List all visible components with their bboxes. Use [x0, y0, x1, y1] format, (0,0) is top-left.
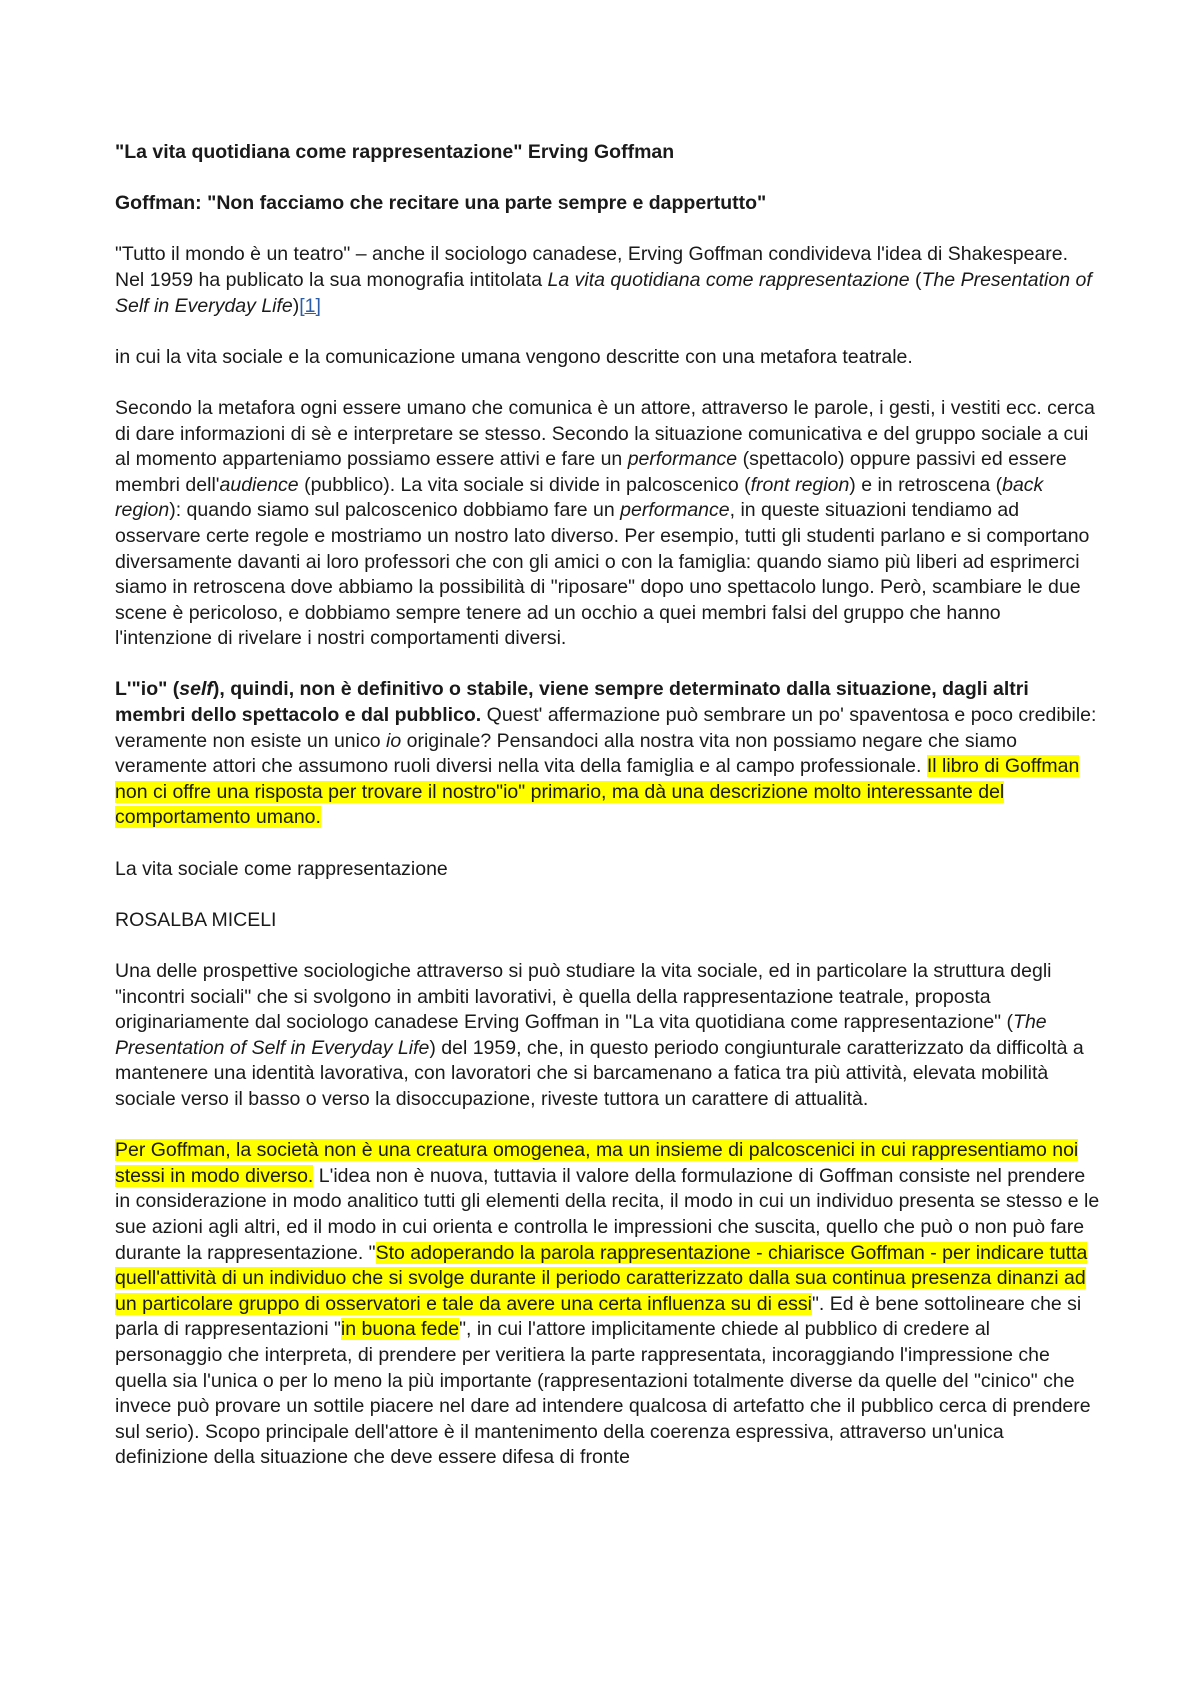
section-heading: La vita sociale come rappresentazione: [115, 857, 448, 880]
io-bold-1: L'"io" (: [115, 678, 180, 701]
per-text-2: ". Ed è bene sottolineare che si parla di rappresentazioni ": [115, 1292, 1082, 1341]
secondo-paragraph: [115, 396, 1100, 652]
secondo-text-4: ) e in retroscena (: [849, 473, 1003, 496]
per-highlight-2: Sto adoperando la parola rappresentazione - chiarisce Goffman - per indicare tutta quell'attività di un individuo che si svolge durante il periodo caratterizzato dalla sua continua presenza dinanzi ad un particolare gruppo di osservatori e tale da avere una certa influenza su di essi: [115, 1241, 1088, 1315]
document-title: "La vita quotidiana come rappresentazione" Erving Goffman: [115, 141, 675, 163]
per-text-1: L'idea non è nuova, tuttavia il valore della formulazione di Goffman consiste nel prendere in considerazione in modo analitico tutti gli elementi della recita, il modo in cui un individuo presenta se stesso e le sue azioni agli altri, ed il modo in cui orienta e controlla le impressioni che suscita, quello che può o non può fare durante la rappresentazione. ": [115, 1164, 1100, 1264]
secondo-text-5: ): quando siamo sul palcoscenico dobbiamo fare un: [169, 499, 621, 522]
una-italic-title: The Presentation of Self in Everyday Life: [115, 1011, 1047, 1059]
secondo-italic-back-region: back region: [115, 473, 1044, 522]
secondo-italic-performance: performance: [627, 448, 738, 471]
io-highlight: Il libro di Goffman non ci offre una risposta per trovare il nostro"io" primario, ma dà una descrizione molto interessante del comportamento umano.: [115, 755, 1080, 829]
io-text-1: Quest' affermazione può sembrare un po' spaventosa e poco credibile: veramente non esiste un unico: [115, 704, 1097, 752]
una-text-1: Una delle prospettive sociologiche attraverso si può studiare la vita sociale, ed in particolare la struttura degli "incontri sociali" che si svolgono in ambiti lavorativi, è quella della rappresentazione teatrale, proposta originariamente dal sociologo canadese Erving Goffman in "La vita quotidiana come rappresentazione" (: [115, 960, 1052, 1034]
author-name: ROSALBA MICELI: [115, 908, 277, 931]
io-italic-io: io: [386, 729, 402, 752]
secondo-text-6: , in queste situazioni tendiamo ad osservare certe regole e mostriamo un nostro lato diverso. Per esempio, tutti gli studenti parlano e si comportano diversamente davanti ai loro professori che con gli amici o con la famiglia: quando siamo più liberi ad esprimerci siamo in retroscena dove abbiamo la possibilità di "riposare" dopo uno spettacolo lungo. Però, scambiare le due scene è pericoloso, e dobbiamo sempre tenere ad un occhio a quei membri falsi del gruppo che hanno l'intenzione di rivelare i nostri comportamenti diversi.: [115, 499, 1090, 650]
document-subtitle: Goffman: "Non facciamo che recitare una parte sempre e dappertutto": [115, 192, 767, 215]
document-page: [115, 140, 1100, 1496]
per-highlight-3: in buona fede: [340, 1318, 460, 1341]
secondo-italic-performance-2: performance: [620, 499, 730, 522]
intro-text-2: (: [909, 268, 922, 291]
footnote-link[interactable]: [1]: [299, 294, 321, 317]
io-text-2: originale? Pensandoci alla nostra vita non possiamo negare che siamo veramente attori che assumono ruoli diversi nella vita della famiglia e al campo professionale.: [115, 729, 1017, 778]
intro-book-title-italian: La vita quotidiana come rappresentazione: [547, 268, 910, 291]
per-paragraph: [115, 1138, 1100, 1471]
secondo-text-1: Secondo la metafora ogni essere umano che comunica è un attore, attraverso le parole, i gesti, i vestiti ecc. cerca di dare informazioni di sè e interpretare se stesso. Secondo la situazione comunicativa e del gruppo sociale a cui al momento apparteniamo possiamo essere attivi e fare un: [115, 396, 1095, 471]
secondo-text-2: (spettacolo) oppure passivi ed essere membri dell': [115, 448, 1067, 496]
secondo-italic-audience: audience: [219, 473, 299, 496]
secondo-italic-front-region: front region: [750, 473, 850, 496]
io-paragraph: [115, 677, 1100, 831]
intro-paragraph: [115, 242, 1100, 319]
per-text-3: ", in cui l'attore implicitamente chiede al pubblico di credere al personaggio che interpreta, di prendere per veritiera la parte rappresentata, incoraggiando l'impressione che quella sia l'unica o per lo meno la più importante (rappresentazioni totalmente diverse da quelle del "cinico" che invece può provare un sottile piacere nel dare ad intendere qualcosa di artefatto che il pubblico cerca di prendere sul serio). Scopo principale dell'attore è il mantenimento della coerenza espressiva, attraverso un'unica definizione della situazione che deve essere difesa di fronte: [115, 1318, 1091, 1469]
metafora-paragraph: in cui la vita sociale e la comunicazione umana vengono descritte con una metafora teatrale.: [115, 345, 913, 368]
una-text-2: ) del 1959, che, in questo periodo congiunturale caratterizzato da difficoltà a mantenere una identità lavorativa, con lavoratori che si barcamenano a fatica tra più attività, elevata mobilità sociale verso il basso o verso la disoccupazione, riveste tuttora un carattere di attualità.: [115, 1036, 1084, 1110]
per-highlight-1: Per Goffman, la società non è una creatura omogenea, ma un insieme di palcoscenici in cui rappresentiamo noi stessi in modo diverso.: [115, 1139, 1079, 1187]
io-bold-2: ), quindi, non è definitivo o stabile, viene sempre determinato dalla situazione, dagli altri membri dello spettacolo e dal pubblico.: [115, 678, 1029, 727]
secondo-text-3: (pubblico). La vita sociale si divide in palcoscenico (: [298, 473, 751, 496]
intro-text-3: ): [292, 294, 300, 317]
intro-book-title-english: The Presentation of Self in Everyday Life: [115, 268, 1092, 317]
una-paragraph: [115, 959, 1100, 1113]
intro-text-1: "Tutto il mondo è un teatro" – anche il sociologo canadese, Erving Goffman condivideva l'idea di Shakespeare. Nel 1959 ha publicato la sua monografia intitolata: [115, 243, 1069, 291]
io-bold-italic-self: self: [179, 678, 213, 701]
